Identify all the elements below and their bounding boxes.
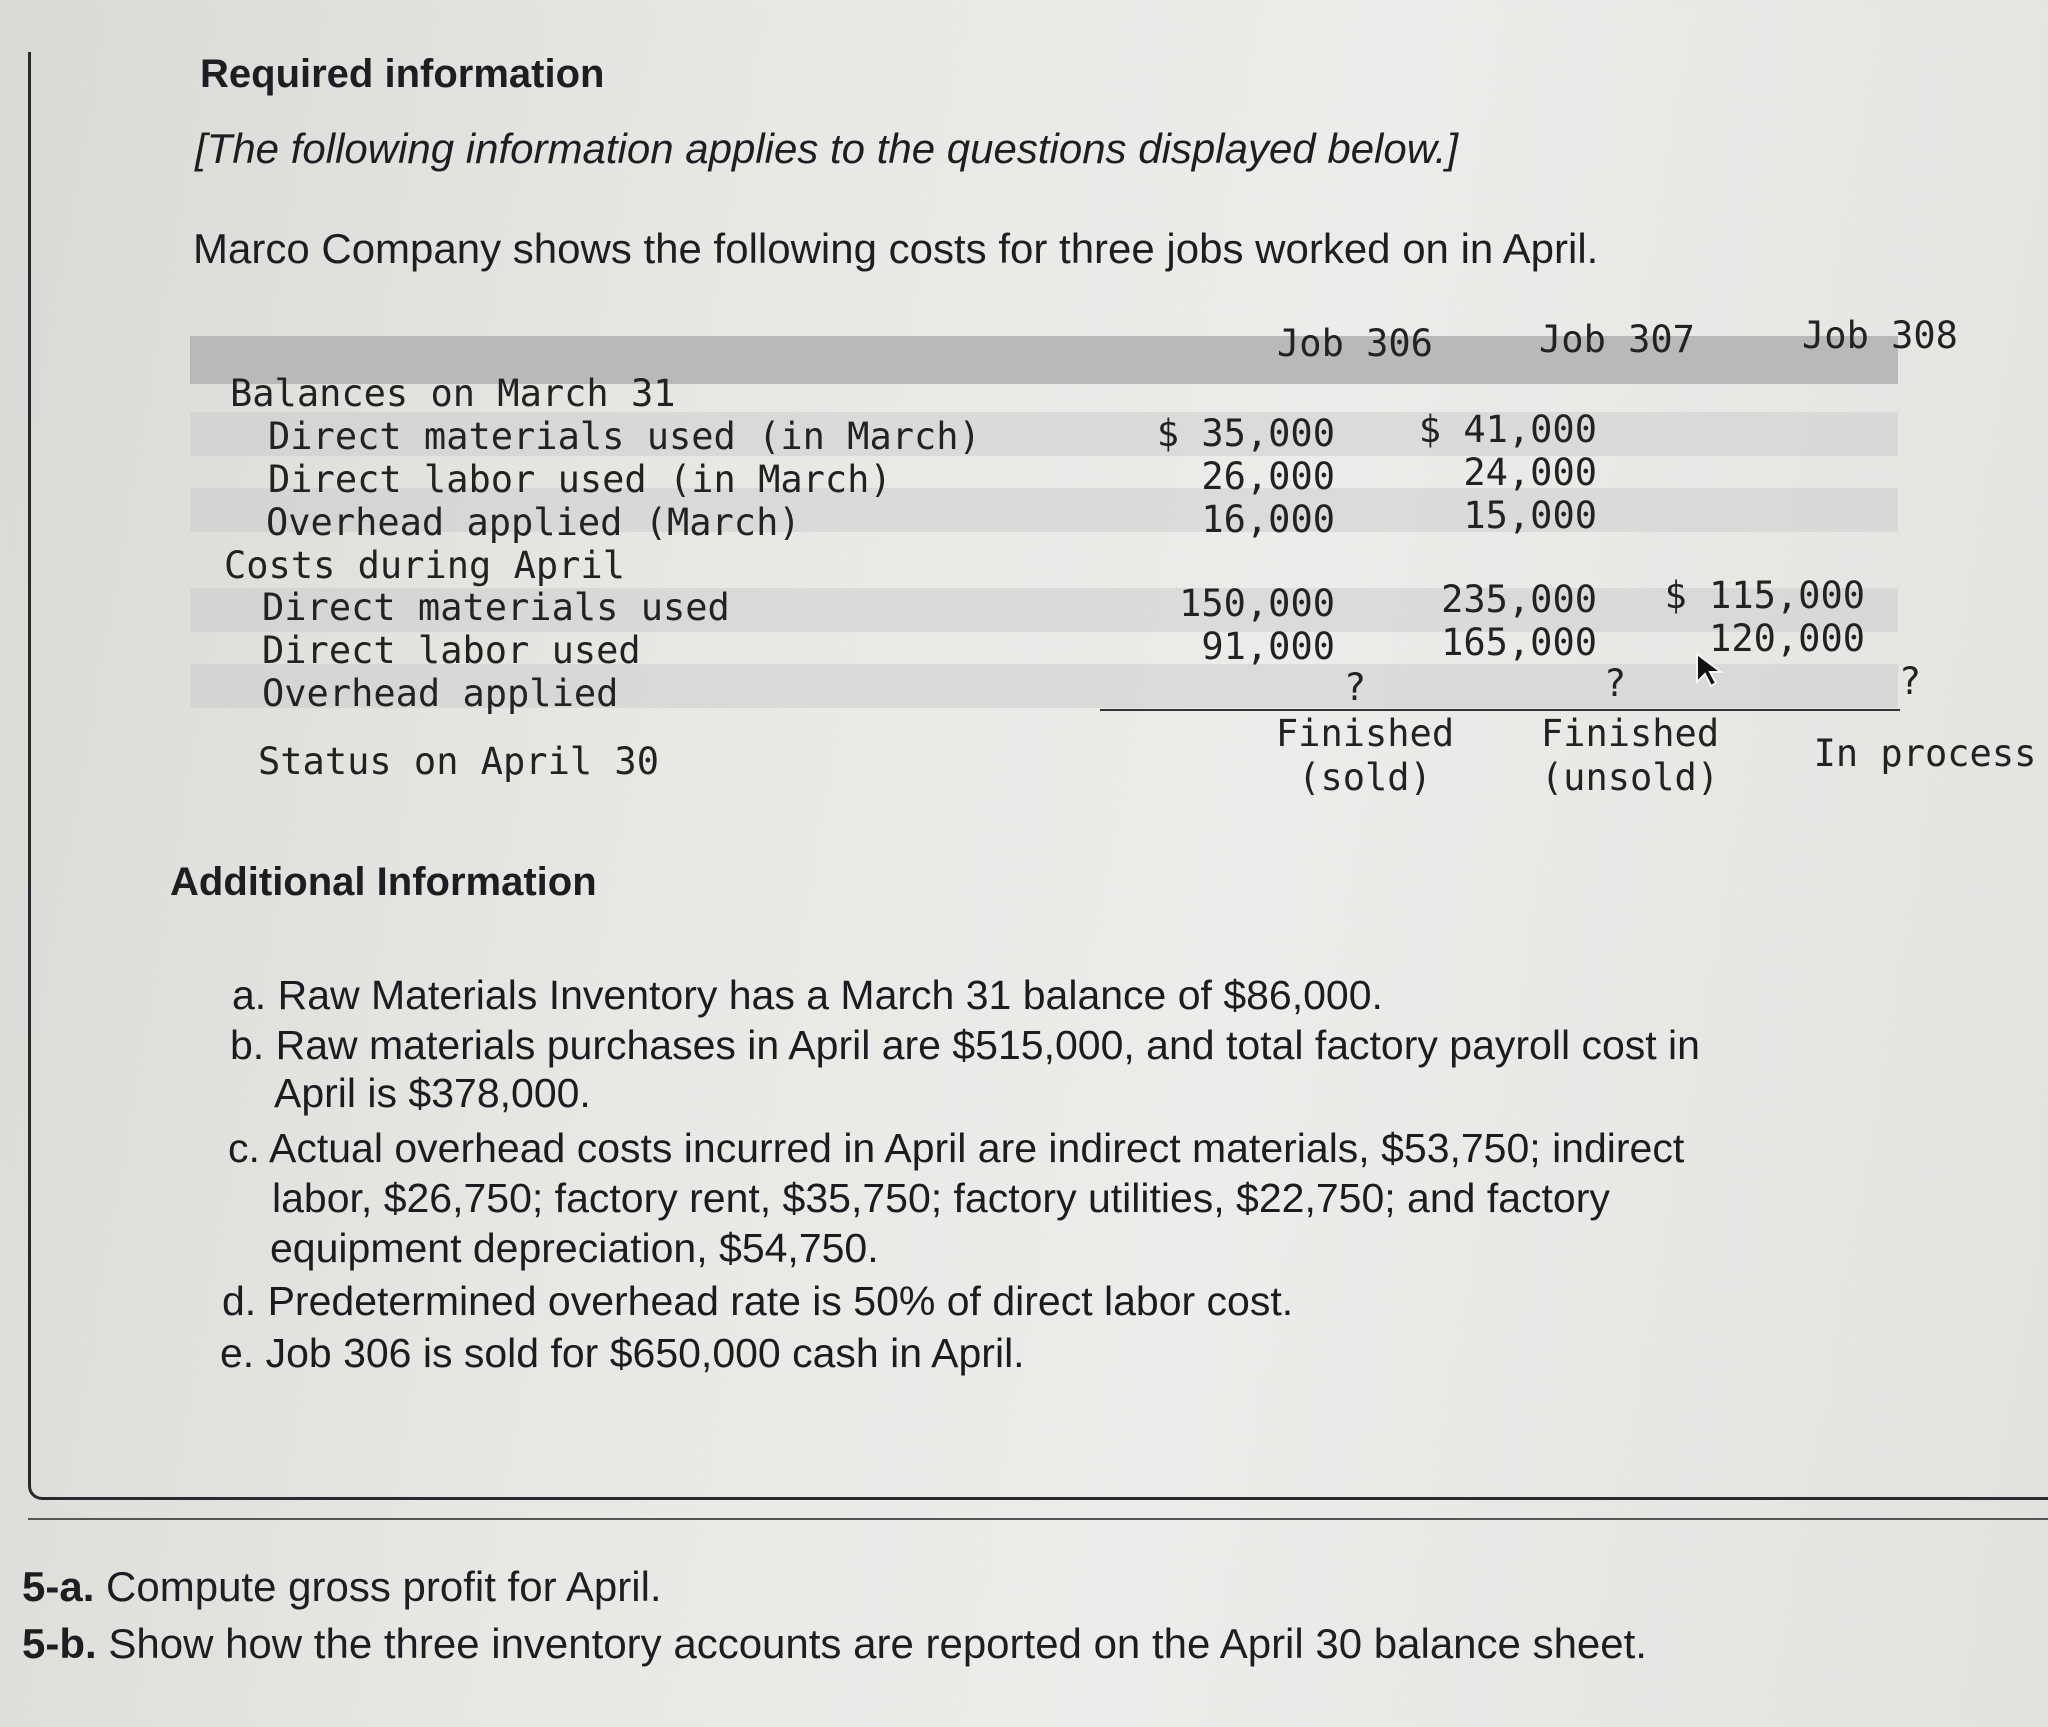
intro-text: Marco Company shows the following costs for three jobs worked on in April. [193, 225, 1599, 272]
cell-306-dm-april: 150,000 [1179, 582, 1335, 625]
applies-note: [The following information applies to the questions displayed below.] [195, 125, 1459, 172]
cell-308-dl-april: 120,000 [1709, 617, 1865, 660]
status-line: In process [1813, 732, 2037, 775]
question-5a [22, 1563, 662, 1611]
job-cost-table [190, 312, 2037, 812]
cell-308-dm-april: $ 115,000 [1664, 574, 1865, 617]
status-label: Status on April 30 [258, 740, 659, 783]
question-5b [22, 1620, 1647, 1668]
info-item-e: e. Job 306 is sold for $650,000 cash in April. [220, 1330, 1025, 1376]
info-item-c-cont2: equipment depreciation, $54,750. [270, 1225, 879, 1271]
cell-307-oh-march: 15,000 [1463, 494, 1597, 537]
question-number: 5-b. [22, 1620, 97, 1667]
cell-307-dm-march: $ 41,000 [1418, 408, 1597, 451]
row-label-dl-april: Direct labor used [262, 629, 641, 672]
additional-info-heading: Additional Information [170, 860, 597, 904]
cell-306-oh-april: ? [1343, 666, 1367, 709]
total-rule [1100, 709, 1900, 711]
status-line: (sold) [1298, 756, 1432, 799]
mouse-cursor-icon [1695, 652, 1729, 688]
status-job-307 [1500, 712, 1760, 800]
cell-307-dm-april: 235,000 [1441, 578, 1597, 621]
section-april-label: Costs during April [224, 544, 625, 587]
status-line: (unsold) [1540, 756, 1720, 799]
row-label-dm-march: Direct materials used (in March) [268, 415, 981, 458]
status-job-308 [1780, 732, 2048, 776]
info-item-b-cont: April is $378,000. [274, 1070, 591, 1116]
status-job-306 [1235, 712, 1495, 800]
status-line: Finished [1275, 712, 1455, 755]
section-divider [28, 1518, 2048, 1520]
cell-307-dl-april: 165,000 [1441, 621, 1597, 664]
info-item-c-cont: labor, $26,750; factory rent, $35,750; factory utilities, $22,750; and factory [272, 1175, 1610, 1221]
row-label-dm-april: Direct materials used [262, 586, 730, 629]
row-label-oh-april: Overhead applied [262, 672, 619, 715]
cell-307-dl-march: 24,000 [1463, 451, 1597, 494]
cell-306-dl-april: 91,000 [1201, 625, 1335, 668]
required-info-heading: Required information [200, 52, 605, 96]
info-item-d: d. Predetermined overhead rate is 50% of direct labor cost. [222, 1278, 1294, 1324]
section-march-label: Balances on March 31 [230, 372, 676, 415]
row-label-dl-march: Direct labor used (in March) [268, 458, 892, 501]
cell-308-oh-april: ? [1898, 660, 1922, 703]
info-item-c: c. Actual overhead costs incurred in April are indirect materials, $53,750; indirect [228, 1125, 1685, 1171]
col-header-job-308: Job 308 [1802, 314, 1958, 357]
row-label-oh-march: Overhead applied (March) [266, 501, 801, 544]
cell-307-oh-april: ? [1603, 662, 1627, 705]
question-text: Compute gross profit for April. [94, 1563, 662, 1610]
info-item-a: a. Raw Materials Inventory has a March 31 balance of $86,000. [232, 972, 1383, 1018]
question-text: Show how the three inventory accounts are reported on the April 30 balance sheet. [96, 1620, 1647, 1667]
status-line: Finished [1540, 712, 1720, 755]
cell-306-oh-march: 16,000 [1201, 498, 1335, 541]
question-number: 5-a. [22, 1563, 95, 1610]
col-header-job-307: Job 307 [1539, 318, 1695, 361]
col-header-job-306: Job 306 [1277, 322, 1433, 365]
cell-306-dl-march: 26,000 [1201, 455, 1335, 498]
cell-306-dm-march: $ 35,000 [1156, 412, 1335, 455]
info-item-b: b. Raw materials purchases in April are $515,000, and total factory payroll cost in [230, 1022, 1700, 1068]
